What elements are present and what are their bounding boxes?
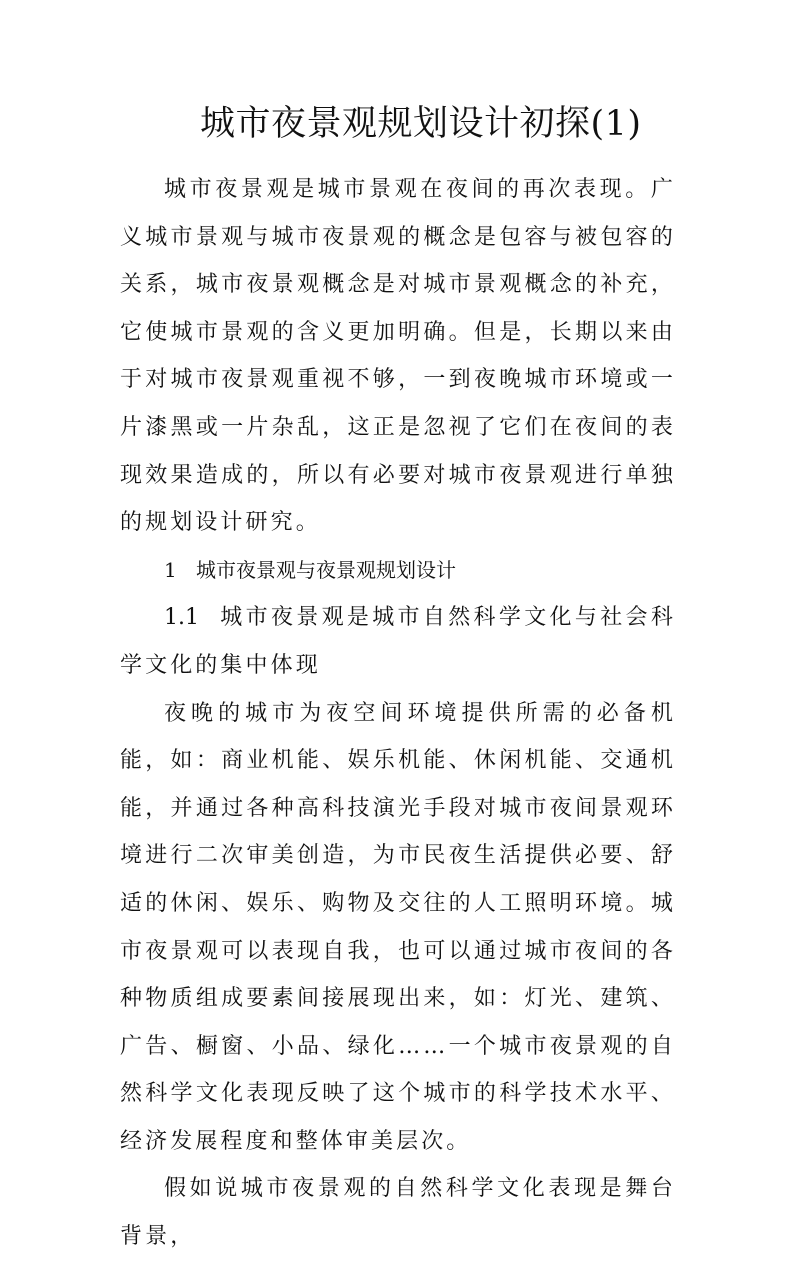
intro-paragraph: 城市夜景观是城市景观在夜间的再次表现。广义城市景观与城市夜景观的概念是包容与被包容的关系，城市夜景观概念是对城市景观概念的补充，它使城市景观的含义更加明确。但是，长期以来由于对城市夜景观重视不够，一到夜晚城市环境或一片漆黑或一片杂乱，这正是忽视了它们在夜间的表现效果造成的，所以有必要对城市夜景观进行单独的规划设计研究。 (120, 177, 676, 536)
section-1-1-title: 城市夜景观是城市自然科学文化与社会科学文化的集中体现 (120, 605, 676, 678)
section-1-number: 1 (164, 557, 177, 582)
section-1-heading (120, 547, 676, 595)
paragraph-stage-background: 假如说城市夜景观的自然科学文化表现是舞台背景， (120, 1176, 676, 1250)
section-1-1-heading (120, 594, 676, 689)
section-1-title: 城市夜景观与夜景观规划设计 (196, 557, 456, 582)
section-1-1-number: 1.1 (164, 605, 199, 631)
paragraph-night-functions: 夜晚的城市为夜空间环境提供所需的必备机能，如：商业机能、娱乐机能、休闲机能、交通机能，并通过各种高科技演光手段对城市夜间景观环境进行二次审美创造，为市民夜生活提供必要、舒适的休闲、娱乐、购物及交往的人工照明环境。城市夜景观可以表现自我，也可以通过城市夜间的各种物质组成要素间接展现出来，如：灯光、建筑、广告、橱窗、小品、绿化……一个城市夜景观的自然科学文化表现反映了这个城市的科学技术水平、经济发展程度和整体审美层次。 (120, 700, 676, 1154)
document-body (120, 166, 676, 1261)
document-title: 城市夜景观规划设计初探(1) (200, 104, 642, 144)
